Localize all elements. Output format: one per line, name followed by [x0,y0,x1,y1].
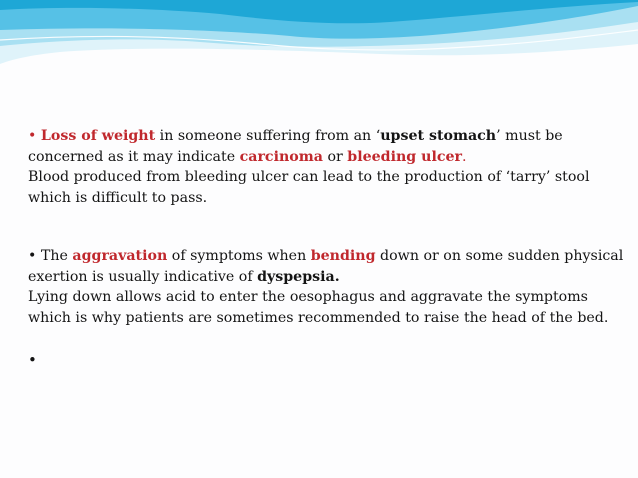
text-segment: ’ must be concerned as it may indicate [28,128,563,165]
header-wave-decoration [0,0,638,80]
text-lying-down: Lying down allows acid to enter the oesophagus and aggravate the symptoms which is why patients are sometimes recommended to raise the head of the bed. [28,289,609,326]
text-segment: The [40,248,73,264]
highlight-carcinoma: carcinoma [239,148,323,165]
text-segment: in someone suffering from an ‘ [155,128,381,144]
highlight-dyspepsia: dyspepsia. [257,268,340,285]
bullet-marker: • [28,128,37,144]
text-segment: of symptoms when [167,248,311,264]
paragraph-empty-bullet [28,350,628,372]
text-segment: or [322,148,348,165]
paragraph-aggravation [28,246,628,328]
highlight-loss-of-weight: Loss of weight [40,128,156,144]
slide-body [28,126,628,372]
highlight-bleeding-ulcer: bleeding ulcer [347,148,462,165]
text-segment: down or on some sudden physical exertion is usually indicative of [28,248,624,285]
highlight-aggravation: aggravation [72,248,168,264]
highlight-bending: bending [310,248,376,264]
text-period: . [462,148,467,165]
text-tarry-stool: Blood produced from bleeding ulcer can lead to the production of ‘tarry’ stool which is difficult to pass. [28,169,590,206]
bullet-marker: • [28,248,37,264]
highlight-upset-stomach: upset stomach [380,128,497,144]
bullet-marker: • [28,351,37,369]
paragraph-weight-loss [28,126,628,208]
